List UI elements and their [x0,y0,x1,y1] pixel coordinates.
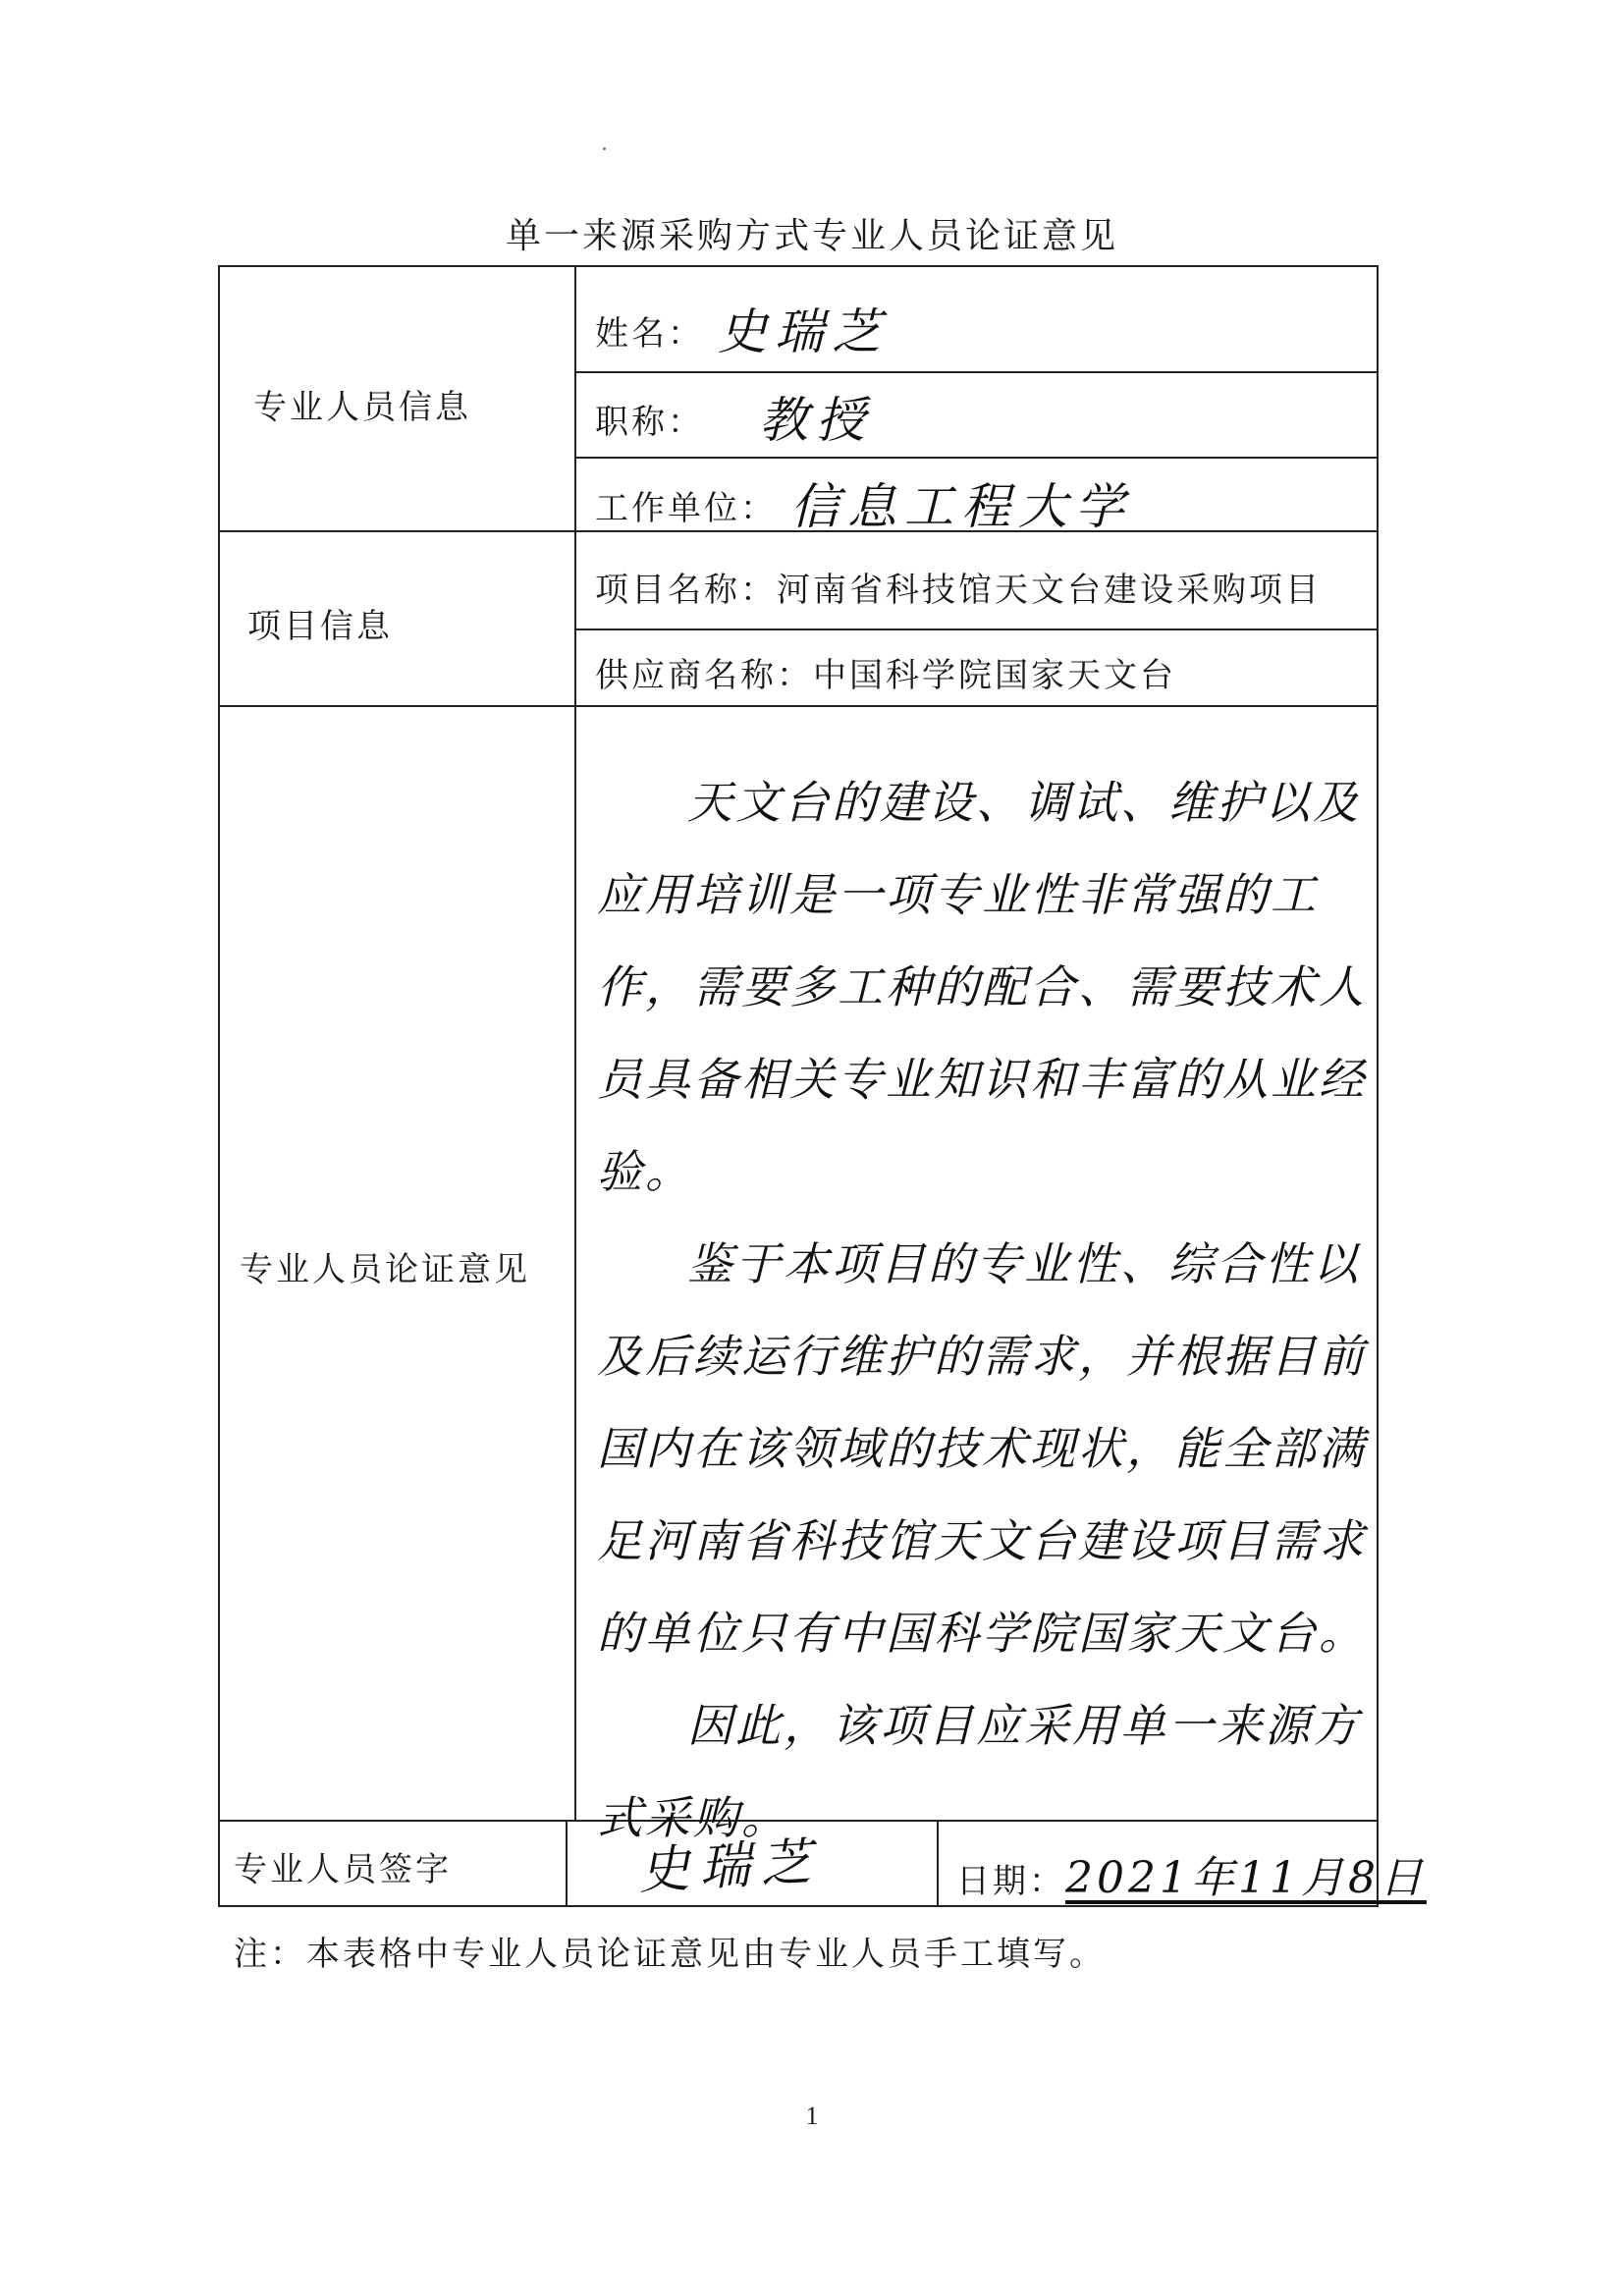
supplier-field [595,648,1176,696]
date-label: 日期： [956,1862,1065,1901]
name-field [595,293,889,363]
title-label: 职称： [595,403,704,442]
date-value: 2021年11月8日 [1065,1853,1427,1903]
supplier-label: 供应商名称： [595,656,813,695]
row-divider [574,371,1378,373]
project-name-value: 河南省科技馆天文台建设采购项目 [777,571,1322,610]
opinion-paragraph: 鉴于本项目的专业性、综合性以及后续运行维护的需求，并根据目前国内在该领域的技术现状，能全部满足河南省科技馆天文台建设项目需求的单位只有中国科学院国家天文台。 [597,1237,1367,1660]
page-number: 1 [805,2102,819,2130]
row-divider [574,457,1378,459]
signature-label: 专业人员签字 [234,1850,452,1889]
title-field [595,381,873,452]
project-name-field [595,563,1322,611]
date-field [956,1842,1427,1905]
title-value: 教授 [759,392,873,449]
opinion-text [597,756,1373,1864]
opinion-paragraph: 因此，该项目应采用单一来源方式采购。 [597,1699,1361,1844]
expert-info-label: 专业人员信息 [253,388,471,427]
employer-value: 信息工程大学 [790,478,1132,535]
name-label: 姓名： [595,314,704,354]
section-divider [218,705,1378,707]
footnote: 注：本表格中专业人员论证意见由专业人员手工填写。 [234,1935,1106,1974]
employer-field [595,467,1132,538]
opinion-paragraph: 天文台的建设、调试、维护以及应用培训是一项专业性非常强的工作，需要多工种的配合、需要技术人员具备相关专业知识和丰富的从业经验。 [597,776,1367,1198]
signature-column-divider [566,1820,568,1906]
opinion-label: 专业人员论证意见 [240,1250,530,1289]
scan-speck [603,147,606,150]
row-divider [574,629,1378,630]
document-title: 单一来源采购方式专业人员论证意见 [505,216,1118,256]
employer-label: 工作单位： [595,489,777,528]
name-value: 史瑞芝 [718,303,889,360]
signature: 史瑞芝 [636,1832,823,1901]
column-divider [574,265,576,1821]
supplier-value: 中国科学院国家天文台 [813,656,1176,695]
project-name-label: 项目名称： [595,571,777,610]
project-info-label: 项目信息 [247,607,393,646]
